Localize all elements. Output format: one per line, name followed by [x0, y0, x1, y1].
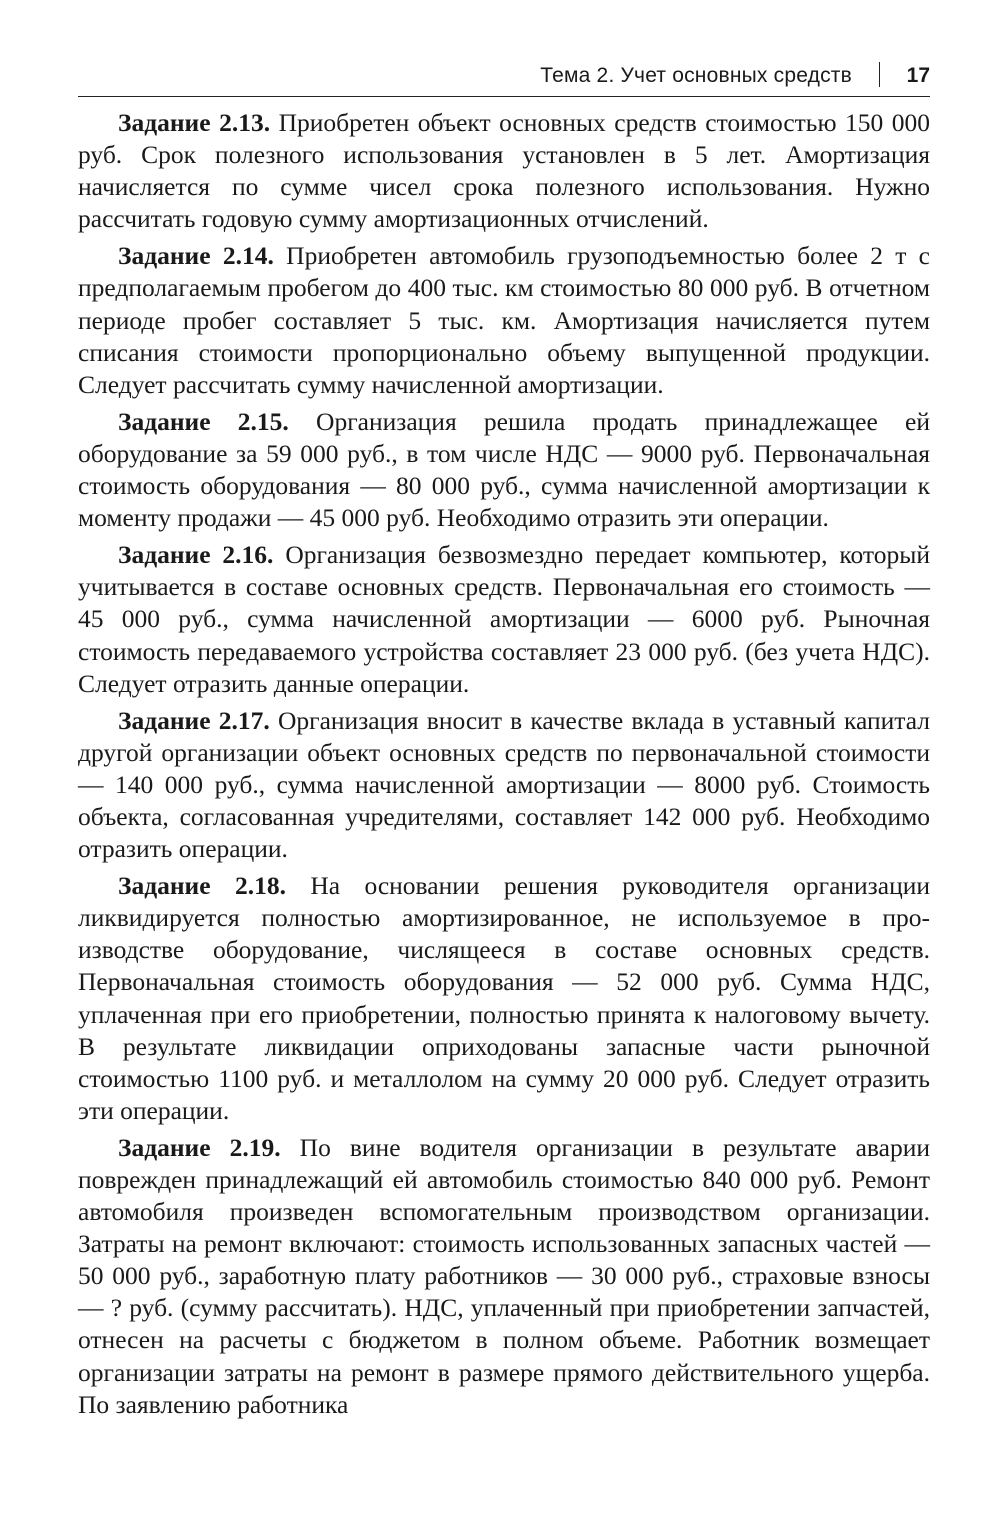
task-2-15	[78, 406, 930, 534]
running-header	[78, 56, 930, 97]
task-text: Организация безвозмездно передает компьютер, который учитывается в составе основных средств. Первоначальная его стоимость — 45 000 руб., сумма начисленной амортизации — 6000 руб. Рыночная стоимость передаваемого устройства составляет 23 000 руб. (без учета НДС). Следует отразить данные операции.	[78, 540, 930, 698]
task-label: Задание 2.18.	[118, 871, 286, 901]
task-2-17	[78, 705, 930, 865]
task-2-14	[78, 240, 930, 400]
task-label: Задание 2.13.	[118, 108, 271, 137]
task-label: Задание 2.15.	[118, 406, 289, 436]
page-number: 17	[906, 64, 930, 87]
task-text: Приобретен объект основных средств стоимостью 150 000 руб. Срок полезного использования установлен в 5 лет. Амортизация начисляется по сумме чисел срока полезного использования. Нужно рассчитать годовую сумму амортизационных отчислений.	[78, 108, 931, 234]
page-content	[78, 107, 930, 1426]
task-text: Организация решила продать принадлежащее ей оборудование за 59 000 руб., в том числе НДС — 9000 руб. Первоначальная стоимость оборудования — 80 000 руб., сумма начисленной амортизации к моменту продажи — 45 000 руб. Необходимо отразить эти операции.	[78, 406, 930, 533]
book-page	[78, 0, 930, 1530]
task-label: Задание 2.14.	[118, 241, 274, 271]
task-text: Приобретен автомобиль грузоподъемностью более 2 т с предполагаемым пробегом до 400 тыс. км стоимостью 80 000 руб. В отчетном периоде пробег составляет 5 тыс. км. Амортизация начисляется путем списания стоимости пропорционально объему выпущенной продукции. Следует рассчитать сумму начисленной амортизации.	[78, 241, 931, 399]
header-separator	[879, 62, 881, 87]
task-label: Задание 2.17.	[118, 705, 270, 735]
task-text: На основании решения руководителя организации ликвидируется полностью амортизированное, не используемое в производстве оборудование, числящееся в составе основных средств. Первоначальная стоимость оборудования — 52 000 руб. Сумма НДС, уплаченная при его приобретении, полностью принята к налоговому вычету. В результате ликвидации оприходованы запасные части рыночной стоимостью 1100 руб. и металлолом на сумму 20 000 руб. Следует отразить эти операции.	[78, 871, 931, 1125]
task-label: Задание 2.16.	[118, 540, 274, 570]
chapter-title: Тема 2. Учет основных средств	[540, 64, 852, 87]
task-2-19	[78, 1132, 930, 1421]
task-2-18	[78, 870, 930, 1127]
task-label: Задание 2.19.	[118, 1132, 281, 1162]
task-text: По вине водителя организации в результате аварии поврежден принадлежащий ей автомобиль стоимостью 840 000 руб. Ремонт автомобиля произведен вспомогательным производством организации. Затраты на ремонт включают: стоимость использованных запасных частей — 50 000 руб., заработную плату работников — 30 000 руб., страховые взносы — ? руб. (сумму рассчитать). НДС, уплаченный при приобретении запчастей, отнесен на расчеты с бюджетом в полном объеме. Работник возмещает организации затраты на ремонт в размере прямого действительного ущерба. По заявлению работника	[78, 1132, 930, 1419]
task-2-13	[78, 107, 930, 235]
task-2-16	[78, 539, 930, 699]
task-text: Организация вносит в качестве вклада в уставный капитал другой организации объект основных средств по первоначальной стоимости — 140 000 руб., сумма начисленной амортизации — 8000 руб. Стоимость объекта, согласованная учредителями, составляет 142 000 руб. Необходимо отразить операции.	[78, 705, 931, 864]
